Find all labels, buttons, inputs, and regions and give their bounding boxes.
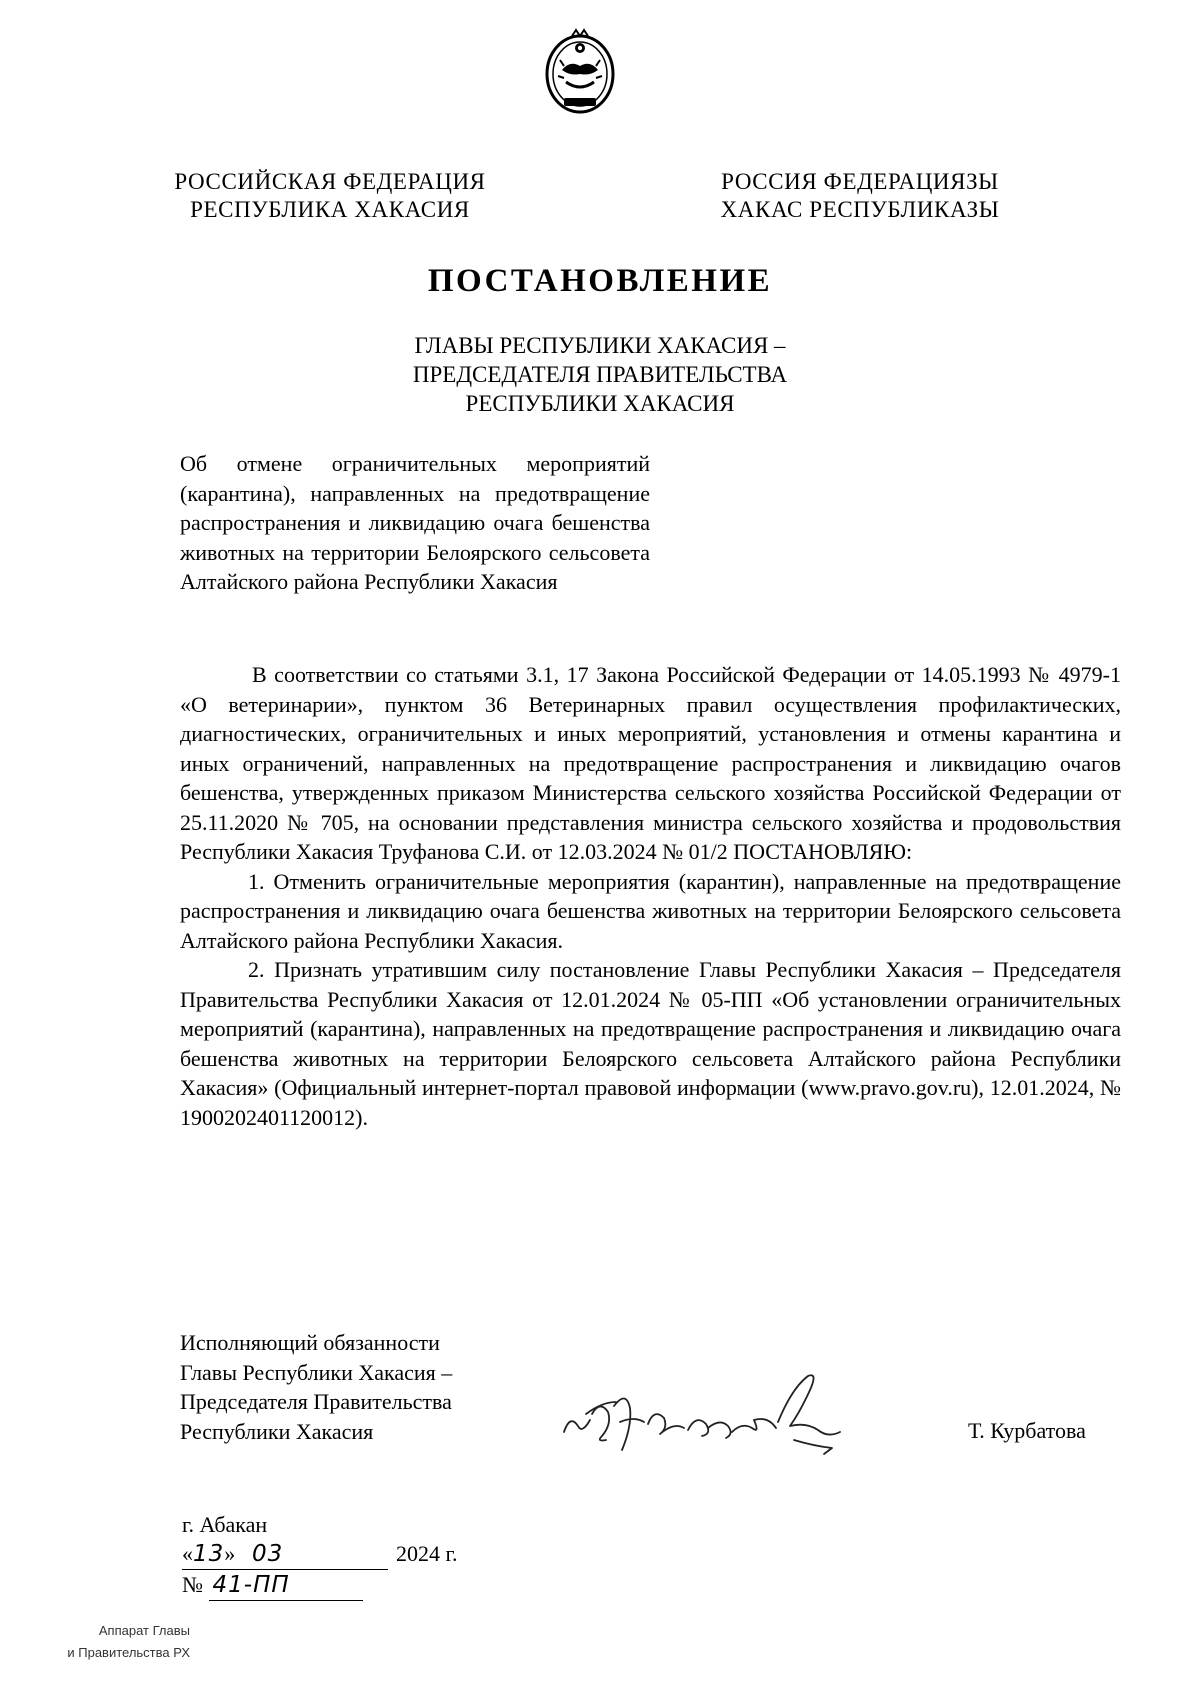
document-subject: Об отмене ограничительных мероприятий (карантина), направленных на предотвращение распространения и ликвидацию очага бешенства животных на территории Белоярского сельсовета Алтайского района Республики Хакасия <box>180 451 650 594</box>
header-right-line1: РОССИЯ ФЕДЕРАЦИЯЗЫ <box>721 169 999 194</box>
handwritten-signature <box>556 1362 866 1472</box>
header-left <box>160 168 500 224</box>
stamp-line1: Аппарат Главы <box>98 1623 190 1638</box>
issuer-line3: РЕСПУБЛИКИ ХАКАСИЯ <box>465 391 735 416</box>
date-month: 03 <box>252 1541 284 1567</box>
body-item-2: 2. Признать утратившим силу постановление Главы Республики Хакасия – Председателя Правительства Республики Хакасия от 12.01.2024 № 05-ПП «Об установлении ограничительных мероприятий (карантина), направленных на предотвращение распространения и ликвидацию очага бешенства животных на территории Белоярского сельсовета Алтайского района Республики Хакасия» (Официальный интернет-портал правовой информации (www.pravo.gov.ru), 12.01.2024, № 1900202401120012). <box>180 957 1121 1130</box>
signatory-title-line3: Председателя Правительства <box>180 1389 452 1414</box>
date-month-field <box>240 1539 388 1570</box>
document-type-title: ПОСТАНОВЛЕНИЕ <box>427 263 773 299</box>
document-number <box>182 1570 363 1601</box>
date-close-quote: » <box>224 1541 236 1566</box>
signatory-title-line4: Республики Хакасия <box>180 1418 374 1444</box>
stamp-line2: и Правительства РХ <box>67 1645 190 1660</box>
document-date <box>182 1539 458 1570</box>
document-body <box>180 660 1121 1132</box>
header-left-line2: РЕСПУБЛИКА ХАКАСИЯ <box>190 197 470 222</box>
body-preamble: В соответствии со статьями 3.1, 17 Закона Российской Федерации от 14.05.1993 № 4979-1 «О ветеринарии», пунктом 36 Ветеринарных правил осуществления профилактических, диагностических, ограничительных и иных мероприятий, установления и отмены карантина и иных ограничений, направленных на предотвращение распространения и ликвидацию очагов бешенства, утвержденных приказом Министерства сельского хозяйства Российской Федерации от 25.11.2020 № 705, на основании представления министра сельского хозяйства и продовольствия Республики Хакасия Труфанова С.И. от 12.03.2024 № 01/2 ПОСТАНОВЛЯЮ: <box>180 662 1121 864</box>
coat-of-arms-icon <box>542 26 618 120</box>
number-prefix: № <box>182 1572 203 1597</box>
header-right-line2: ХАКАС РЕСПУБЛИКАЗЫ <box>720 197 1000 222</box>
date-year: 2024 г. <box>396 1541 458 1566</box>
number-field <box>209 1570 363 1601</box>
body-item-1: 1. Отменить ограничительные мероприятия (карантин), направленные на предотвращение распространения и ликвидацию очага бешенства животных на территории Белоярского сельсовета Алтайского района Республики Хакасия. <box>180 868 1121 953</box>
header-left-line1: РОССИЙСКАЯ ФЕДЕРАЦИЯ <box>174 169 486 194</box>
date-open-quote: « <box>182 1541 193 1566</box>
place-of-issue: г. Абакан <box>182 1512 268 1537</box>
registration-stamp <box>30 1620 190 1664</box>
signer-name: Т. Курбатова <box>968 1418 1086 1443</box>
header-right <box>700 168 1020 224</box>
number-value: 41-ПП <box>212 1572 290 1598</box>
date-day-field <box>182 1539 240 1570</box>
signatory-title-line2: Главы Республики Хакасия – <box>180 1359 453 1385</box>
date-day: 13 <box>193 1541 225 1567</box>
signatory-title-line1: Исполняющий обязанности <box>180 1330 440 1355</box>
issuer-line2: ПРЕДСЕДАТЕЛЯ ПРАВИТЕЛЬСТВА <box>412 362 788 387</box>
issuer-block <box>300 331 900 418</box>
signatory-title <box>180 1328 520 1446</box>
issuer-line1: ГЛАВЫ РЕСПУБЛИКИ ХАКАСИЯ – <box>414 333 786 358</box>
